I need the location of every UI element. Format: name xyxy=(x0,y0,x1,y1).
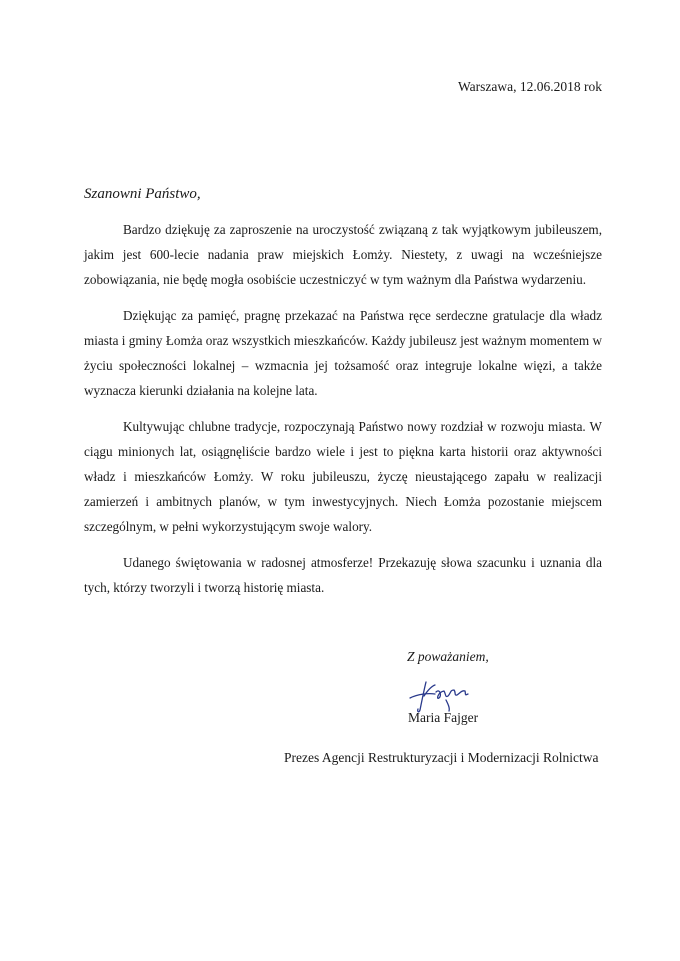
paragraph-2: Dziękując za pamięć, pragnę przekazać na Państwa ręce serdeczne gratulacje dla władz miasta i gminy Łomża oraz wszystkich mieszkańców. Każdy jubileusz jest ważnym momentem w życiu społeczności lokalnej – wzmacnia jej tożsamość oraz integruje lokalne więzi, a także wyznacza kierunki działania na kolejne lata. xyxy=(84,308,602,398)
salutation: Szanowni Państwo, xyxy=(84,186,201,202)
signer-title: Prezes Agencji Restrukturyzacji i Modernizacji Rolnictwa xyxy=(284,750,599,765)
closing: Z poważaniem, xyxy=(407,649,489,664)
paragraph-3: Kultywując chlubne tradycje, rozpoczynają Państwo nowy rozdział w rozwoju miasta. W ciągu minionych lat, osiągnęliście bardzo wiele i jest to piękna karta historii oraz aktywności władz i mieszkańców Łomży. W roku jubileuszu, życzę nieustającego zapału w realizacji zamierzeń i ambitnych planów, w tym inwestycyjnych. Niech Łomża pozostanie miejscem szczególnym, w pełni wykorzystującym swoje walory. xyxy=(84,419,602,534)
letter-body xyxy=(84,217,602,611)
place-date: Warszawa, 12.06.2018 rok xyxy=(458,79,602,94)
paragraph-1: Bardzo dziękuję za zaproszenie na uroczystość związaną z tak wyjątkowym jubileuszem, jakim jest 600-lecie nadania praw miejskich Łomży. Niestety, z uwagi na wcześniejsze zobowiązania, nie będę mogła osobiście uczestniczyć w tym ważnym dla Państwa wydarzeniu. xyxy=(84,222,602,287)
paragraph-4: Udanego świętowania w radosnej atmosferze! Przekazuję słowa szacunku i uznania dla tych, którzy tworzyli i tworzą historię miasta. xyxy=(84,555,602,595)
signer-name: Maria Fajger xyxy=(408,710,479,725)
